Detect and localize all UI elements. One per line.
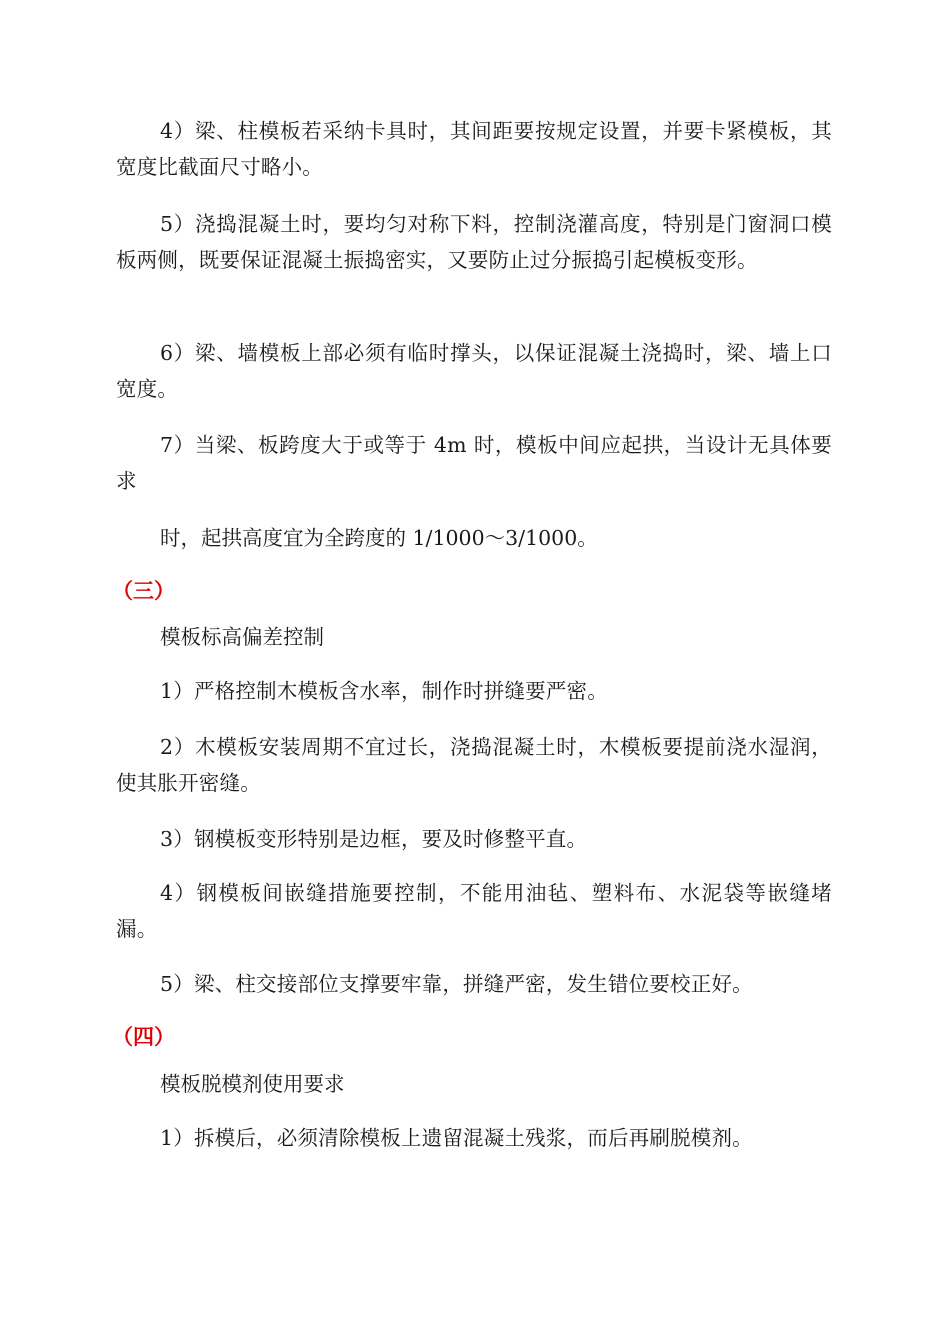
section-3-title: 模板标高偏差控制 [160, 625, 324, 649]
section-3-item-3: 3）钢模板变形特别是边框，要及时修整平直。 [160, 827, 588, 851]
section-4-title: 模板脱模剂使用要求 [160, 1072, 345, 1096]
section-3-heading: （三） [112, 578, 175, 603]
paragraph-item-6-temporary-struts: 6）梁、墙模板上部必须有临时撑头，以保证混凝土浇捣时，梁、墙上口宽度。 [116, 341, 832, 401]
section-4-heading: （四） [112, 1024, 175, 1049]
paragraph-item-7-continuation: 时，起拱高度宜为全跨度的 1/1000～3/1000。 [160, 526, 598, 550]
paragraph-item-7-camber: 7）当梁、板跨度大于或等于 4m 时，模板中间应起拱，当设计无具体要求 [116, 433, 832, 493]
paragraph-item-5-pouring-concrete: 5）浇捣混凝土时，要均匀对称下料，控制浇灌高度，特别是门窗洞口模板两侧，既要保证混凝土振捣密实，又要防止过分振捣引起模板变形。 [116, 212, 832, 272]
section-3-item-1: 1）严格控制木模板含水率，制作时拼缝要严密。 [160, 679, 608, 703]
paragraph-item-4-formwork-clamps: 4）梁、柱模板若采纳卡具时，其间距要按规定设置，并要卡紧模板，其宽度比截面尺寸略小。 [116, 119, 832, 179]
section-3-item-2: 2）木模板安装周期不宜过长，浇捣混凝土时，木模板要提前浇水湿润，使其胀开密缝。 [116, 735, 832, 795]
section-3-item-5: 5）梁、柱交接部位支撑要牢靠，拼缝严密，发生错位要校正好。 [160, 972, 753, 996]
section-4-item-1: 1）拆模后，必须清除模板上遗留混凝土残浆，而后再刷脱模剂。 [160, 1126, 753, 1150]
section-3-item-4: 4）钢模板间嵌缝措施要控制，不能用油毡、塑料布、水泥袋等嵌缝堵漏。 [116, 881, 832, 941]
